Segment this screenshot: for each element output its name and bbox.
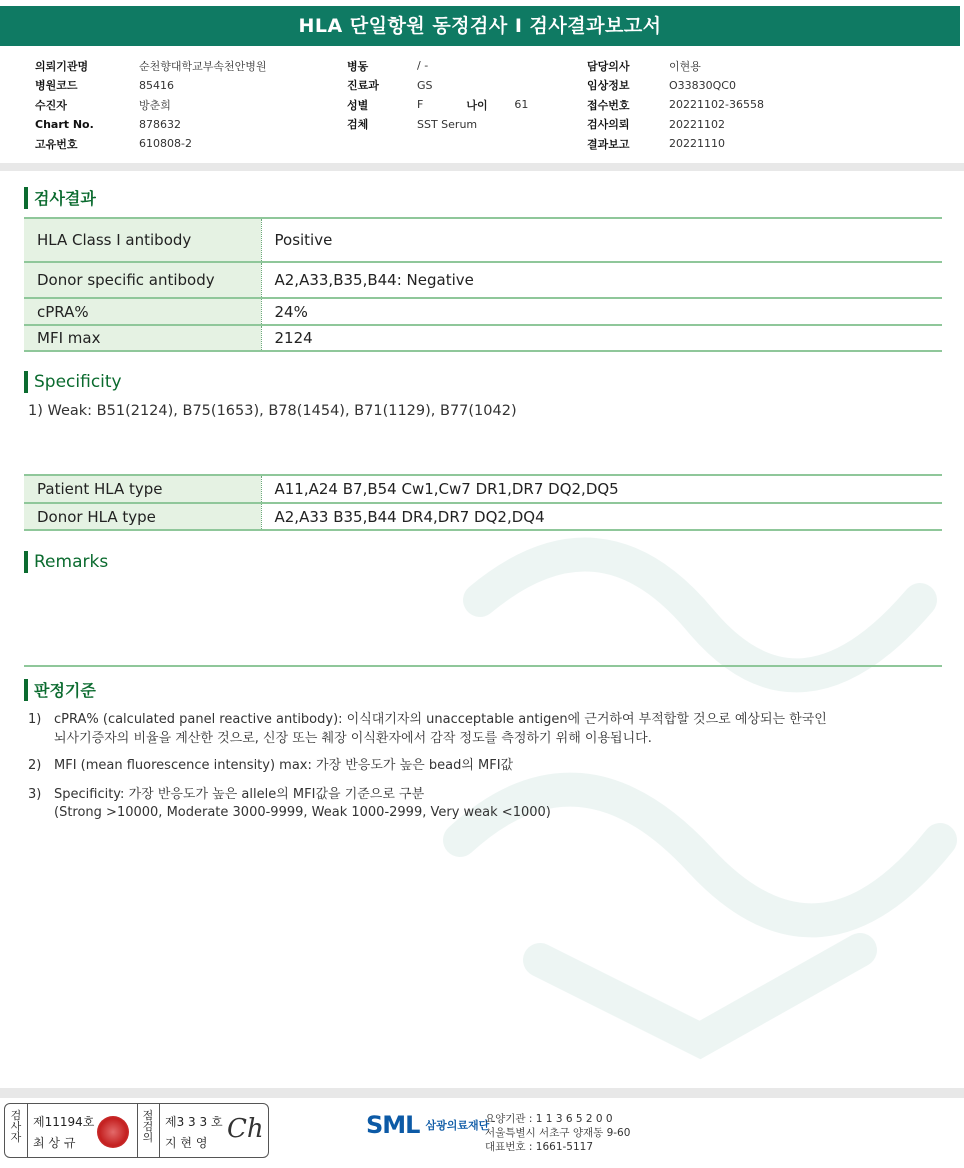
- info-value: 85416: [139, 78, 174, 92]
- signature: Ch: [227, 1114, 264, 1144]
- info-label: 검체: [347, 118, 369, 132]
- info-value: 20221102: [669, 117, 725, 131]
- info-label: 성별: [347, 98, 369, 112]
- table-row: [24, 262, 942, 298]
- result-key: cPRA%: [24, 298, 261, 325]
- remarks-heading: [24, 551, 108, 573]
- criteria-heading-text: 판정기준: [34, 681, 96, 700]
- box-divider: [137, 1104, 138, 1157]
- info-column-1: [35, 56, 267, 154]
- criteria-text: Specificity: 가장 반응도가 높은 allele의 MFI값을 기준으로 구분: [54, 787, 425, 802]
- hla-value: A2,A33 B35,B44 DR4,DR7 DQ2,DQ4: [261, 503, 942, 530]
- criteria-number: 1): [28, 712, 42, 727]
- info-label: 결과보고: [587, 137, 630, 151]
- box-divider: [159, 1104, 160, 1157]
- info-value: 순천향대학교부속천안병원: [139, 59, 267, 73]
- criteria-number: 2): [28, 758, 42, 773]
- table-row: [24, 475, 942, 503]
- remarks-heading-text: Remarks: [34, 552, 109, 572]
- org-phone: 대표번호 : 1661-5117: [485, 1141, 594, 1153]
- info-column-2: [347, 56, 528, 134]
- info-label: 고유번호: [35, 137, 78, 151]
- table-row: [24, 218, 942, 262]
- criteria-heading: [24, 678, 96, 701]
- info-label: 의뢰기관명: [35, 59, 89, 73]
- info-label: 접수번호: [587, 98, 630, 112]
- info-value: GS: [417, 78, 433, 92]
- org-code: 요양기관 : 1 1 3 6 5 2 0 0: [485, 1113, 613, 1125]
- specificity-heading: [24, 371, 122, 393]
- info-value: 이현용: [669, 59, 701, 73]
- result-value: Positive: [261, 218, 942, 262]
- results-table: [24, 217, 942, 352]
- inspector-number: 제11194호: [33, 1115, 95, 1129]
- inspector-label: 검사자: [10, 1109, 22, 1144]
- result-value: 2124: [261, 325, 942, 351]
- results-heading: [24, 186, 96, 209]
- info-label: 검사의뢰: [587, 118, 630, 132]
- result-key: MFI max: [24, 325, 261, 351]
- info-value: 878632: [139, 117, 181, 131]
- footer-divider: [0, 1088, 964, 1098]
- section-divider: [24, 665, 942, 667]
- reviewer-number: 제3 3 3 호: [165, 1115, 223, 1129]
- watermark-graphic: [400, 480, 960, 1080]
- logo-name: 삼광의료재단: [425, 1119, 490, 1132]
- logo-mark: SML: [366, 1111, 420, 1139]
- criteria-text: 뇌사기증자의 비율을 계산한 것으로, 신장 또는 췌장 이식환자에서 감작 정도를 측정하기 위해 이용됩니다.: [54, 731, 652, 746]
- info-value: F: [417, 98, 424, 112]
- info-value: / -: [417, 59, 429, 73]
- result-value: A2,A33,B35,B44: Negative: [261, 262, 942, 298]
- criteria-text: MFI (mean fluorescence intensity) max: 가장 반응도가 높은 bead의 MFI값: [54, 758, 514, 773]
- criteria-text: (Strong >10000, Moderate 3000-9999, Weak 1000-2999, Very weak <1000): [54, 805, 551, 820]
- info-label: 임상정보: [587, 79, 630, 93]
- hla-value: A11,A24 B7,B54 Cw1,Cw7 DR1,DR7 DQ2,DQ5: [261, 475, 942, 503]
- result-key: HLA Class I antibody: [24, 218, 261, 262]
- info-label: 나이: [466, 98, 488, 112]
- info-column-3: [587, 56, 764, 154]
- table-row: [24, 503, 942, 530]
- sml-logo: [366, 1111, 489, 1139]
- result-value: 24%: [261, 298, 942, 325]
- info-value: 610808-2: [139, 137, 192, 151]
- reviewer-label: 점검의: [142, 1109, 154, 1144]
- info-value: 61: [514, 98, 529, 112]
- table-row: [24, 325, 942, 351]
- table-row: [24, 298, 942, 325]
- inspector-name: 최 상 규: [33, 1136, 76, 1150]
- info-value: O33830QC0: [669, 78, 736, 92]
- patient-info: [0, 56, 964, 166]
- criteria-number: 3): [28, 787, 42, 802]
- info-value: 방춘희: [139, 98, 171, 112]
- info-value: 20221110: [669, 137, 725, 151]
- heading-bar: [24, 679, 28, 701]
- results-heading-text: 검사결과: [34, 189, 96, 208]
- info-value: 20221102-36558: [669, 98, 764, 112]
- info-label: 병동: [347, 59, 369, 73]
- org-info: [485, 1112, 630, 1154]
- heading-bar: [24, 187, 28, 209]
- info-label: 담당의사: [587, 59, 630, 73]
- info-label: 진료과: [347, 79, 379, 93]
- info-label: 병원코드: [35, 79, 78, 93]
- official-seal-icon: [97, 1116, 129, 1148]
- specificity-line: 1) Weak: B51(2124), B75(1653), B78(1454), B71(1129), B77(1042): [28, 403, 517, 419]
- hla-key: Patient HLA type: [24, 475, 261, 503]
- specificity-heading-text: Specificity: [34, 372, 122, 392]
- heading-bar: [24, 371, 28, 393]
- org-address: 서울특별시 서초구 양재동 9-60: [485, 1127, 631, 1139]
- report-title: HLA 단일항원 동정검사 I 검사결과보고서: [0, 6, 960, 46]
- info-label: 수진자: [35, 98, 67, 112]
- criteria-text: cPRA% (calculated panel reactive antibody): 이식대기자의 unacceptable antigen에 근거하여 부적합할 것으로 예상되는 한국인: [54, 712, 827, 727]
- header-divider: [0, 163, 964, 171]
- box-divider: [27, 1104, 28, 1157]
- hla-type-table: [24, 474, 942, 531]
- reviewer-name: 지 현 영: [165, 1136, 208, 1150]
- info-label: Chart No.: [35, 117, 94, 131]
- hla-key: Donor HLA type: [24, 503, 261, 530]
- heading-bar: [24, 551, 28, 573]
- info-value: SST Serum: [417, 117, 478, 131]
- signature-box: [4, 1103, 269, 1158]
- result-key: Donor specific antibody: [24, 262, 261, 298]
